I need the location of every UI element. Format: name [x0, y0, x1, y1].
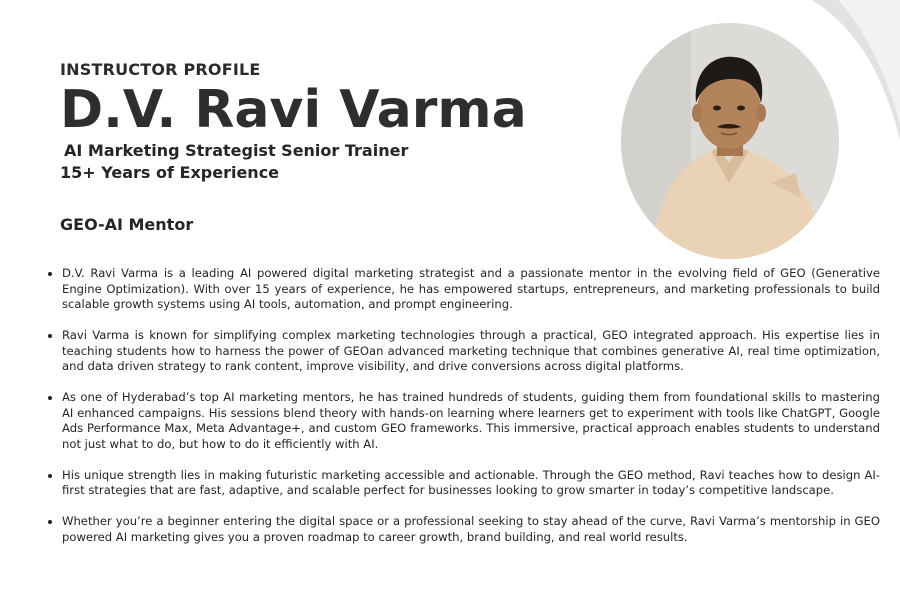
- mentor-title: GEO-AI Mentor: [60, 215, 194, 234]
- avatar: [621, 23, 839, 259]
- bio-bullet: • Whether you’re a beginner entering the digital space or a professional seeking to stay ahead of the curve, Ravi Varma’s mentorship in GEO powered AI marketing gives you a proven roadmap to career growth, brand building, and real world results.: [62, 514, 880, 545]
- instructor-role: AI Marketing Strategist Senior Trainer: [64, 141, 409, 160]
- experience-line: 15+ Years of Experience: [60, 163, 280, 182]
- bio-bullet: • D.V. Ravi Varma is a leading AI powered digital marketing strategist and a passionate mentor in the evolving field of GEO (Generative Engine Optimization). With over 15 years of experience, he has empowered startups, entrepreneurs, and marketing professionals to build scalable growth systems using AI tools, automation, and prompt engineering.: [62, 266, 880, 313]
- bio-bullet-list: [40, 266, 880, 561]
- portrait-photo-icon: [621, 23, 839, 259]
- section-eyebrow: INSTRUCTOR PROFILE: [60, 60, 261, 79]
- bio-bullet: • Ravi Varma is known for simplifying complex marketing technologies through a practical, GEO integrated approach. His expertise lies in teaching students how to harness the power of GEOan advanced marketing technique that combines generative AI, real time optimization, and data driven strategy to rank content, improve visibility, and drive conversions across digital platforms.: [62, 328, 880, 375]
- bio-bullet: • As one of Hyderabad’s top AI marketing mentors, he has trained hundreds of students, guiding them from foundational skills to mastering AI enhanced campaigns. His sessions blend theory with hands-on learning where learners get to experiment with tools like ChatGPT, Google Ads Performance Max, Meta Advantage+, and custom GEO frameworks. This immersive, practical approach enables students to understand not just what to do, but how to do it efficiently with AI.: [62, 390, 880, 452]
- instructor-name: D.V. Ravi Varma: [60, 80, 527, 140]
- bio-bullet: • His unique strength lies in making futuristic marketing accessible and actionable. Through the GEO method, Ravi teaches how to design AI-first strategies that are fast, adaptive, and scalable perfect for businesses looking to grow smarter in today’s competitive landscape.: [62, 468, 880, 499]
